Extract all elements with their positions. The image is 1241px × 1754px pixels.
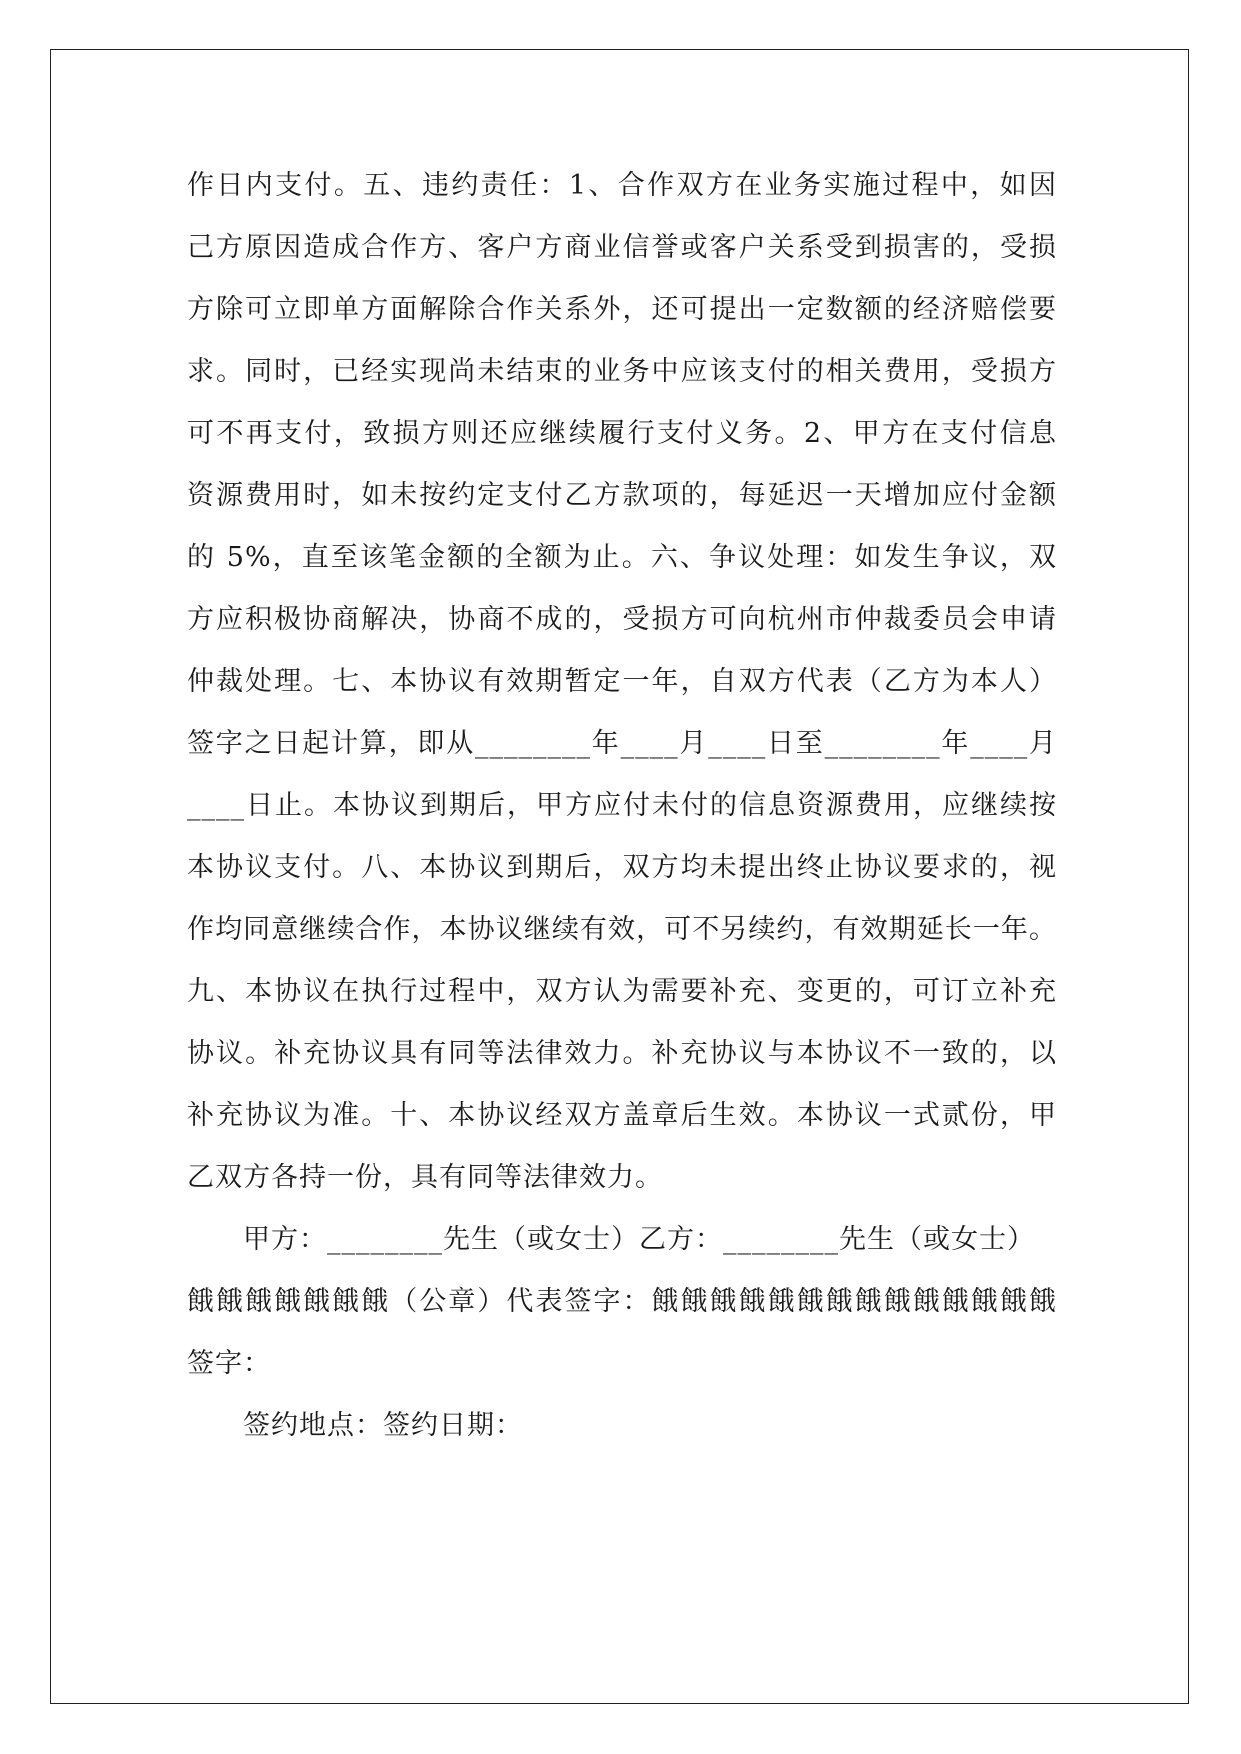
body-line-8: 方应积极协商解决，协商不成的，受损方可向杭州市仲裁委员会申请 [187,604,1057,635]
body-line-12: 本协议支付。八、本协议到期后，双方均未提出终止协议要求的，视 [187,852,1057,883]
body-line-16: 补充协议为准。十、本协议经双方盖章后生效。本协议一式贰份，甲 [187,1100,1057,1131]
sign-label: 签字： [187,1348,271,1379]
body-line-2: 己方原因造成合作方、客户方商业信誉或客户关系受到损害的，受损 [187,232,1057,263]
body-line-4: 求。同时，已经实现尚未结束的业务中应该支付的相关费用，受损方 [187,356,1057,387]
place-date-line: 签约地点：签约日期： [243,1410,523,1441]
body-line-7: 的 5%，直至该笔金额的全额为止。六、争议处理：如发生争议，双 [187,542,1057,573]
body-line-15: 协议。补充协议具有同等法律效力。补充协议与本协议不一致的，以 [187,1038,1057,1069]
body-line-1: 作日内支付。五、违约责任：1、合作双方在业务实施过程中，如因 [187,170,1057,201]
body-line-13: 作均同意继续合作，本协议继续有效，可不另续约，有效期延长一年。 [187,914,1057,945]
seal-signature-line: 餓餓餓餓餓餓餓（公章）代表签字：餓餓餓餓餓餓餓餓餓餓餓餓餓餓 [187,1286,1057,1317]
body-line-10: 签字之日起计算，即从________年____月____日至________年____月 [187,728,1057,759]
body-line-14: 九、本协议在执行过程中，双方认为需要补充、变更的，可订立补充 [187,976,1057,1007]
body-line-11: ____日止。本协议到期后，甲方应付未付的信息资源费用，应继续按 [187,790,1057,821]
body-line-6: 资源费用时，如未按约定支付乙方款项的，每延迟一天增加应付金额 [187,480,1057,511]
document-body [187,155,1057,1457]
signature-party-line: 甲方：________先生（或女士）乙方：________先生（或女士） [243,1224,1035,1255]
body-line-17: 乙双方各持一份，具有同等法律效力。 [187,1162,663,1193]
body-line-3: 方除可立即单方面解除合作关系外，还可提出一定数额的经济赔偿要 [187,294,1057,325]
body-line-5: 可不再支付，致损方则还应继续履行支付义务。2、甲方在支付信息 [187,418,1057,449]
body-line-9: 仲裁处理。七、本协议有效期暂定一年，自双方代表（乙方为本人） [187,666,1057,697]
